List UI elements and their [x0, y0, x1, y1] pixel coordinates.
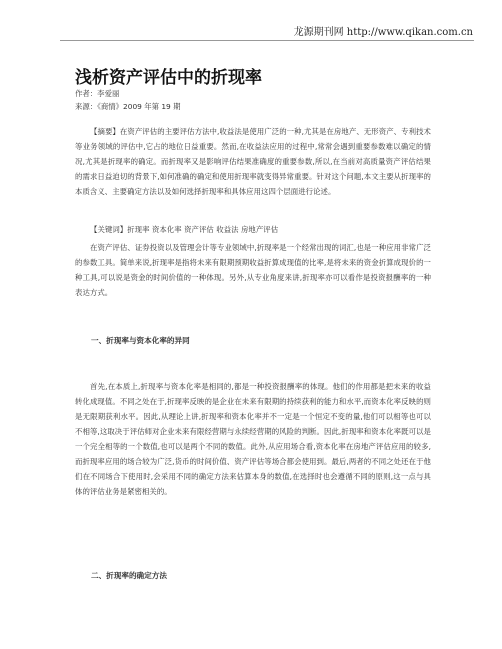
header-divider — [60, 40, 474, 41]
section-heading-2: 二、折现率的确定方法 — [91, 571, 167, 580]
journal-site-link[interactable]: 龙源期刊网 http://www.qikan.com.cn — [293, 27, 473, 38]
abstract-label: 【摘要】 — [90, 127, 120, 136]
author-line: 作者：李爱丽 — [75, 89, 120, 98]
source-line: 来源：《商情》2009 年第 19 期 — [75, 102, 181, 111]
intro-paragraph: 在资产评估、证券投资以及管理会计等专业领域中,折现率是一个经常出现的词汇,也是一种应用非常广泛的参数工具。简单来说,折现率是指将未来有限期预期收益折算成现值的比率,是将未来的资金折算成现价的一种工具,可以说是资金的时间价值的一种体现。另外,从专业角度来讲,折现率亦可以看作是投资报酬率的一种表达方式。 — [75, 243, 431, 297]
abstract-paragraph — [75, 124, 431, 199]
keywords-text: 折现率 资本化率 资产评估 收益法 房地产评估 — [127, 225, 279, 234]
section-heading-1: 一、折现率与资本化率的异同 — [91, 336, 190, 345]
keywords-paragraph — [75, 222, 431, 237]
article-title: 浅析资产评估中的折现率 — [75, 68, 262, 88]
abstract-text: 在资产评估的主要评估方法中,收益法是使用广泛的一种,尤其是在房地产、无形资产、专利技术等业务领域的评估中,它占的地位日益重要。然而,在收益法应用的过程中,常常会遇到重要参数难以确定的情况,尤其是折现率的确定。而折现率又是影响评估结果准确度的重要参数,所以,在当前对高质量资产评估结果的需求日益迫切的背景下,如何准确的确定和使用折现率就变得异常重要。针对这个问题,本文主要从折现率的本质含义、主要确定方法以及如何选择折现率和具体应用这四个层面进行论述。 — [75, 127, 431, 196]
keywords-label: 【关键词】 — [90, 225, 128, 234]
section-1-paragraph: 首先,在本质上,折现率与资本化率是相同的,都是一种投资报酬率的体现。他们的作用都是把未来的收益转化成现值。不同之处在于,折现率反映的是企业在未来有限期的持续获利的能力和水平,而资本化率反映的则是无限期获利水平。因此,从理论上讲,折现率和资本化率并不一定是一个恒定不变的量,他们可以相等也可以不相等,这取决于评估师对企业未来有限经营期与永续经营期的风险的判断。因此,折现率和资本化率既可以是一个完全相等的一个数值,也可以是两个不同的数值。此外,从应用场合看,资本化率在房地产评估应用的较多,而折现率应用的场合较为广泛,货币的时间价值、资产评估等场合都会使用到。最后,两者的不同之处还在于他们在不同场合下使用时,会采用不同的确定方法来估算本身的数值,在选择时也会遵循不同的原则,这一点与具体的评估业务是紧密相关的。 — [75, 382, 431, 496]
